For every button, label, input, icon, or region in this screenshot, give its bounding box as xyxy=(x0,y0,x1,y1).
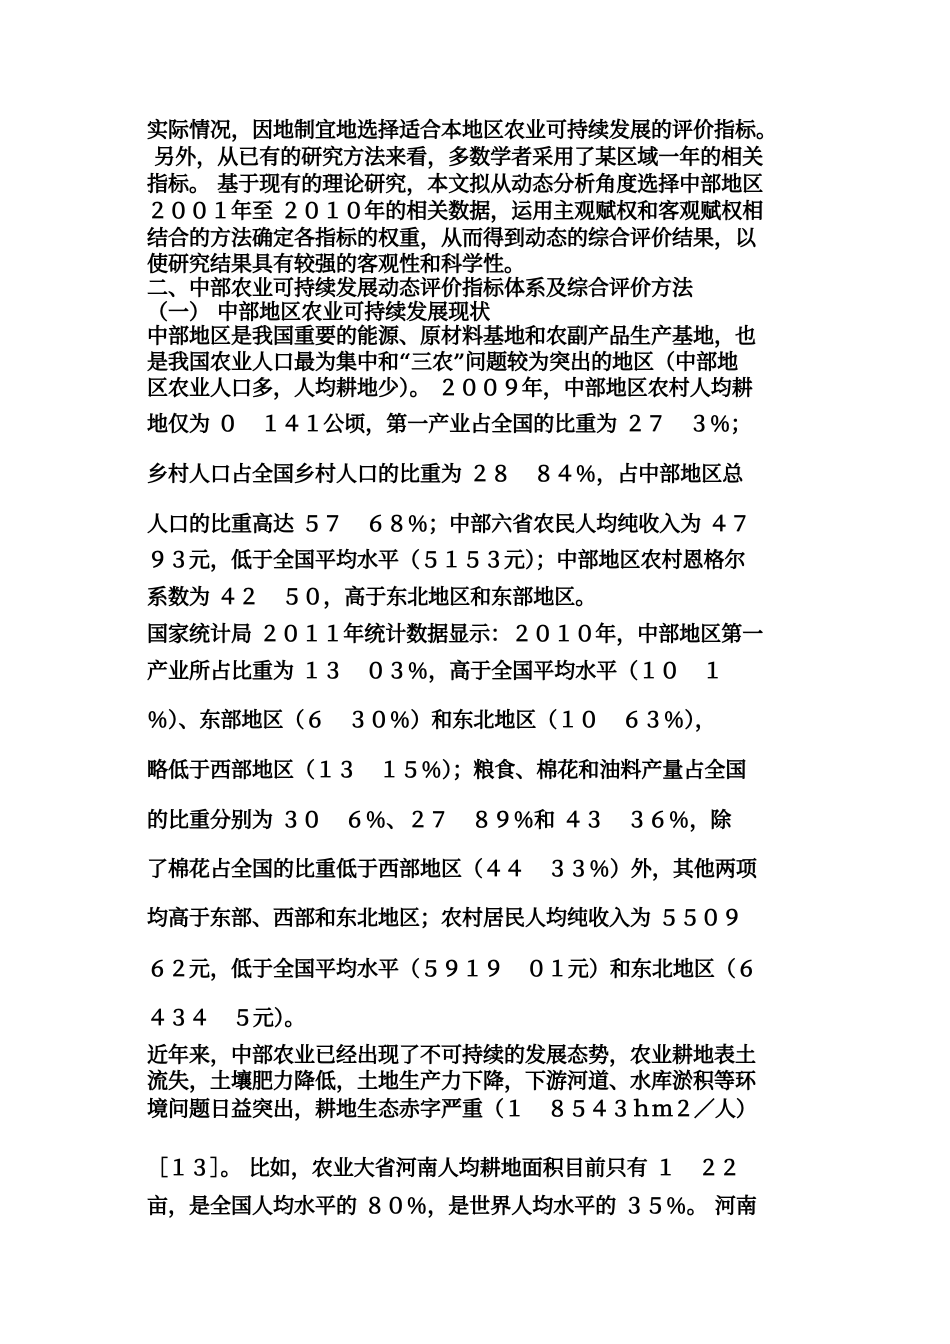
text-line: ％）、东部地区（６ ３０％）和东北地区（１０ ６３％）， xyxy=(147,707,716,732)
text-line: 另外，从已有的研究方法来看，多数学者采用了某区域一年的相关 xyxy=(147,144,764,169)
text-line: 均高于东部、西部和东北地区；农村居民人均纯收入为 ５５０９ xyxy=(147,905,743,930)
text-line: 亩，是全国人均水平的 ８０％，是世界人均水平的 ３５％。 河南 xyxy=(147,1193,757,1218)
text-line: ２００１年至 ２０１０年的相关数据，运用主观赋权和客观赋权相 xyxy=(147,198,764,223)
text-line: 使研究结果具有较强的客观性和科学性。 xyxy=(147,251,525,276)
text-line: 人口的比重高达 ５７ ６８％；中部六省农民人均纯收入为 ４７ xyxy=(147,511,751,536)
text-line: 近年来，中部农业已经出现了不可持续的发展态势，农业耕地表土 xyxy=(147,1042,756,1067)
text-line: 二、中部农业可持续发展动态评价指标体系及综合评价方法 xyxy=(147,275,693,300)
text-line: ９３元，低于全国平均水平（５１５３元）；中部地区农村恩格尔 xyxy=(147,547,746,572)
text-line: 产业所占比重为 １３ ０３％，高于全国平均水平（１０ １ xyxy=(147,658,724,683)
text-line: 国家统计局 ２０１１年统计数据显示：２０１０年，中部地区第一 xyxy=(147,621,764,646)
text-line: ［１３］。 比如，农业大省河南人均耕地面积目前只有 １ ２２ xyxy=(147,1155,741,1180)
text-line: 是我国农业人口最为集中和“三农”问题较为突出的地区（中部地 xyxy=(147,349,739,374)
text-line: 了棉花占全国的比重低于西部地区（４４ ３３％）外，其他两项 xyxy=(147,856,757,881)
text-line: 乡村人口占全国乡村人口的比重为 ２８ ８４％，占中部地区总 xyxy=(147,461,744,486)
text-line: 中部地区是我国重要的能源、原材料基地和农副产品生产基地，也 xyxy=(147,323,756,348)
text-line: ４３４ ５元）。 xyxy=(147,1005,306,1030)
text-line: ６２元，低于全国平均水平（５９１９ ０１元）和东北地区（６ xyxy=(147,956,757,981)
text-line: 结合的方法确定各指标的权重，从而得到动态的综合评价结果，以 xyxy=(147,225,756,250)
text-line: 的比重分别为 ３０ ６％、２７ ８９％和 ４３ ３６％，除 xyxy=(147,807,732,832)
text-line: （一） 中部地区农业可持续发展现状 xyxy=(147,299,491,324)
text-line: 地仅为 ０ １４１公顷，第一产业占全国的比重为 ２７ ３％； xyxy=(147,411,752,436)
text-line: 流失，土壤肥力降低，土地生产力下降，下游河道、水库淤积等环 xyxy=(147,1068,756,1093)
text-line: 区农业人口多，人均耕地少）。 ２００９年，中部地区农村人均耕 xyxy=(147,375,753,400)
text-line: 实际情况，因地制宜地选择适合本地区农业可持续发展的评价指标。 xyxy=(147,117,777,142)
text-line: 略低于西部地区（１３ １５％）；粮食、棉花和油料产量占全国 xyxy=(147,757,747,782)
text-line: 系数为 ４２ ５０，高于东北地区和东部地区。 xyxy=(147,584,597,609)
text-line: 指标。 基于现有的理论研究，本文拟从动态分析角度选择中部地区 xyxy=(147,171,764,196)
text-line: 境问题日益突出，耕地生态赤字严重（１ ８５４３ｈｍ２／人） xyxy=(147,1096,757,1121)
